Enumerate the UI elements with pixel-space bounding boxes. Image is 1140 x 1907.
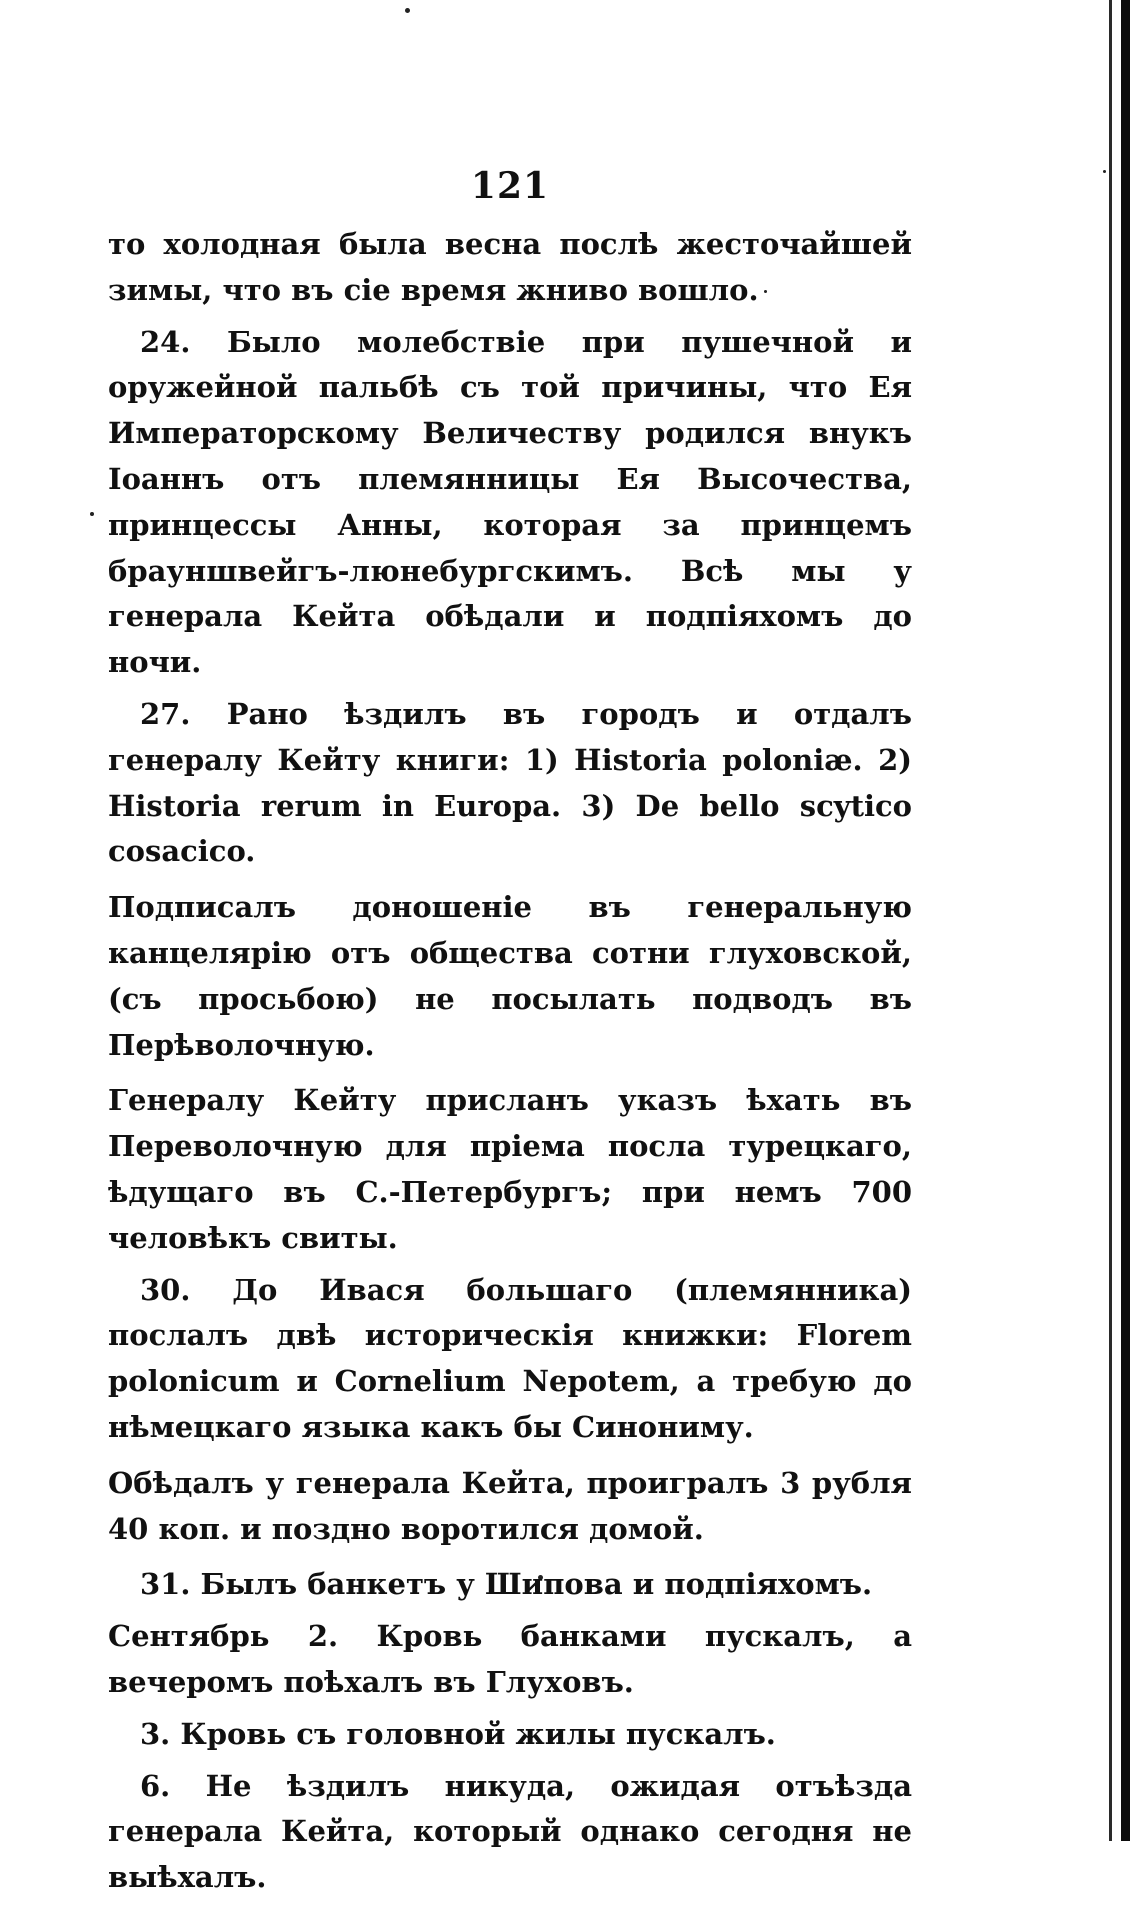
page-edge-shadow <box>1121 0 1130 1841</box>
paragraph: 3. Кровь съ головной жилы пускалъ. <box>140 1716 776 1751</box>
speck-mark <box>1103 170 1106 173</box>
paragraph: 31. Былъ банкетъ у Шипова и подпіяхомъ. <box>140 1567 873 1602</box>
paragraph: то холодная была весна послѣ жесточайшей зимы, что въ сіе время жниво вошло. <box>108 227 912 307</box>
page-edge-line <box>1109 0 1112 1841</box>
page-number: 121 <box>470 165 550 207</box>
speck-mark <box>90 512 94 516</box>
paragraph: 27. Рано ѣздилъ въ городъ и отдалъ генералу Кейту книги: 1) Historia poloniæ. 2) Historia rerum in Europa. 3) De bello scytico cosacico. <box>108 696 912 869</box>
paragraph: 6. Не ѣздилъ никуда, ожидая отъѣзда генерала Кейта, который однако сегодня не выѣхалъ. <box>108 1768 912 1895</box>
paragraph: Генералу Кейту присланъ указъ ѣхать въ Переволочную для пріема посла турецкаго, ѣдущаго въ С.-Петербургъ; при немъ 700 человѣкъ свиты. <box>108 1083 912 1255</box>
paragraph: 24. Было молебствіе при пушечной и оружейной пальбѣ съ той причины, что Ея Императорскому Величеству родился внукъ Іоаннъ отъ племянницы Ея Высочества, принцессы Анны, которая за принцемъ брауншвейгъ-люнебургскимъ. Всѣ мы у генерала Кейта обѣдали и подпіяхомъ до ночи. <box>108 324 912 680</box>
paragraph: Подписалъ доношеніе въ генеральную канцелярію отъ общества сотни глуховской, (съ просьбою) не посылать подводъ въ Перѣволочную. <box>108 890 912 1062</box>
body-text <box>108 222 912 1907</box>
paragraph: 30. До Ивася большаго (племянника) послалъ двѣ историческія книжки: Florem polonicum и Cornelium Nepotem, а требую до нѣмецкаго языка какъ бы Синониму. <box>108 1272 912 1444</box>
speck-mark <box>405 8 410 13</box>
paragraph: Сентябрь 2. Кровь банками пускалъ, а вечеромъ поѣхалъ въ Глуховъ. <box>108 1619 912 1699</box>
paragraph: Обѣдалъ у генерала Кейта, проигралъ 3 рубля 40 коп. и поздно воротился домой. <box>108 1465 912 1546</box>
